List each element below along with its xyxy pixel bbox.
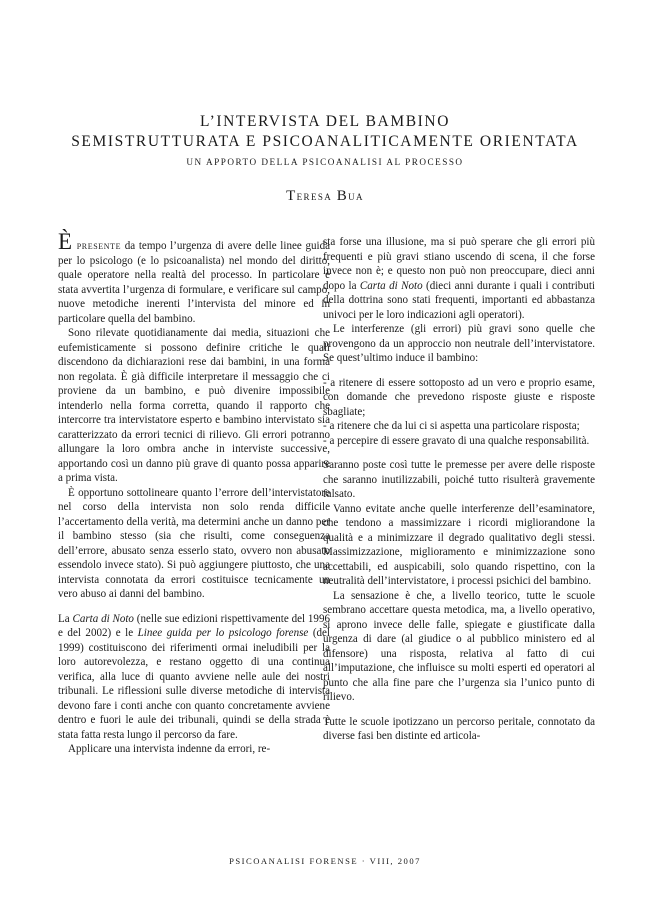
bullet-list (323, 376, 595, 449)
paragraph: Le interferenze (gli errori) più gravi sono quelle che provengono da un approccio non neutrale dell’intervistatore. Se quest’ultimo induce il bambino: (323, 323, 595, 364)
paragraph: La sensazione è che, a livello teorico, tutte le scuole sembrano accettare questa metodica, ma, a livello operativo, si aprono invece delle falle, spiegate e giustificate dalla urgenza di dare (al giudice o al pubblico ministero ed al difensore) una risposta, relativa al fatto di cui all’imputazione, che influisce su molti esperti ed operatori al punto che alla fine pare che l’urgenza sia l’unico punto di rilievo. (323, 589, 595, 703)
left-column (58, 229, 331, 757)
paragraph: Tutte le scuole ipotizzano un percorso peritale, connotato da diverse fasi ben distinte ed articola- (323, 715, 595, 742)
list-item: - a ritenere di essere sottoposto ad un vero e proprio esame, con domande che prevedono risposte giuste e risposte sbagliate; (323, 376, 595, 418)
paragraph: La Carta di Noto (nelle sue edizioni rispettivamente del 1996 e del 2002) e le Linee guida per lo psicologo forense (del 1999) costituiscono dei riferimenti ormai ineludibili per la loro autorevolezza, e restano oggetto di una continua verifica, alla luce di quanto avviene nelle aule dei nostri tribunali. Le riflessioni sulle diverse metodiche di intervista devono fare i conti anche con quanto concretamente avviene dentro e fuori le aule dei tribunali, quindi se della strada è stata fatta resta lungo il percorso da fare. (58, 612, 331, 741)
paragraph: È presente da tempo l’urgenza di avere delle linee guida per lo psicologo (e lo psicoanalista) nel mondo del diritto, quale operatore nella realtà del processo. In particolare è stata avvertita l’urgenza di formulare, e verificare sul campo, nuove metodiche inerenti l’intervista del minore ed in particolare quella del bambino. (58, 229, 330, 325)
paragraph: sta forse una illusione, ma si può sperare che gli errori più frequenti e più gravi stiano uscendo di scena, il che forse invece non è; e questo non può non preoccupare, dieci anni dopo la Carta di Noto (dieci anni durante i quali i contributi della dottrina sono stati frequenti, importanti ed abbastanza univoci per le loro indicazioni agli operatori). (323, 236, 595, 321)
title-block (0, 112, 650, 205)
author-name: Teresa Bua (286, 188, 364, 204)
running-footer: PSICOANALISI FORENSE · VIII, 2007 (229, 856, 421, 866)
article-title-line2: SEMISTRUTTURATA E PSICOANALITICAMENTE ORIENTATA (71, 133, 579, 150)
paragraph: Sono rilevate quotidianamente dai media, situazioni che eufemisticamente si possono definire critiche le quali discendono da dichiarazioni rese dai bambini, in una forma non regolata. È già difficile interpretare il messaggio che ci proviene da un bambino, e può divenire impossibile intenderlo nella forma corretta, quando il rapporto che intercorre tra intervistatore esperto e bambino intervistato sia caratterizzato da errori tecnici di rilievo. Gli errori potranno allungare la loro ombra anche in interviste successive, apportando così un danno più grave di quanto possa apparire a prima vista. (58, 327, 330, 484)
article-title-line1: L’INTERVISTA DEL BAMBINO (199, 113, 451, 130)
paragraph: Vanno evitate anche quelle interferenze dell’esaminatore, che tendono a massimizzare i ricordi migliorandone la qualità e a minimizzare il degrado qualitativo degli stessi. Massimizzazione, miglioramento e minimizzazione sono accettabili, ed auspicabili, solo quando rispettino, con la neutralità dell’intervistatore, i processi psichici del bambino. (323, 502, 595, 587)
list-item: - a percepire di essere gravato di una qualche responsabilità. (323, 434, 590, 447)
paragraph: Saranno poste così tutte le premesse per avere delle risposte che saranno inutilizzabili, poiché tutto risulterà gravemente falsato. (323, 459, 595, 500)
right-column (323, 235, 595, 744)
drop-cap: È (58, 229, 73, 254)
list-item: - a ritenere che da lui ci si aspetta una particolare risposta; (323, 420, 580, 432)
paragraph: È opportuno sottolineare quanto l’errore dell’intervistatore nel corso della intervista non solo renda difficile l’accertamento della verità, ma determini anche un danno per il bambino stesso (sia che risulti, come conseguenza dell’errore, abusato senza esserlo stato, ovvero non abusato essendolo invece stato). Si può aggiungere piuttosto, che una intervista connotata da errori costituisce tecnicamente un vero abuso ai danni del bambino. (58, 486, 330, 600)
article-subtitle: UN APPORTO DELLA PSICOANALISI AL PROCESSO (186, 157, 464, 167)
paragraph: Applicare una intervista indenne da errori, re- (68, 743, 271, 755)
